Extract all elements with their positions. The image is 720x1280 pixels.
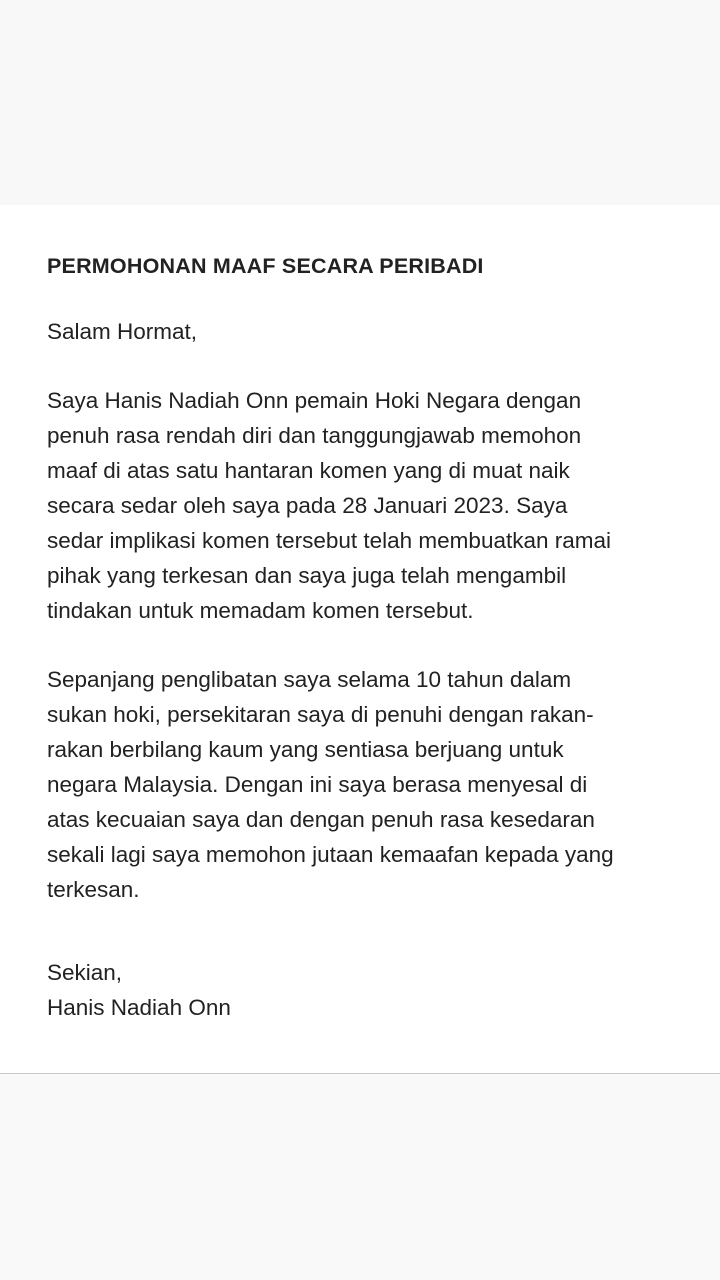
letter-page bbox=[0, 205, 720, 1074]
letter-closing: Sekian, bbox=[47, 960, 123, 985]
letter-paragraph-1 bbox=[47, 383, 687, 628]
paragraph-line: penuh rasa rendah diri dan tanggungjawab memohon bbox=[47, 423, 582, 448]
letter-closing-block bbox=[47, 955, 687, 1025]
paragraph-line: secara sedar oleh saya pada 28 Januari 2023. Saya bbox=[47, 493, 568, 518]
paragraph-line: Saya Hanis Nadiah Onn pemain Hoki Negara dengan bbox=[47, 388, 582, 413]
top-background bbox=[0, 0, 720, 205]
letter-greeting: Salam Hormat, bbox=[47, 319, 198, 344]
paragraph-line: sekali lagi saya memohon jutaan kemaafan kepada yang bbox=[47, 842, 614, 867]
paragraph-line: terkesan. bbox=[47, 877, 140, 902]
paragraph-line: maaf di atas satu hantaran komen yang di muat naik bbox=[47, 458, 570, 483]
paragraph-line: rakan berbilang kaum yang sentiasa berjuang untuk bbox=[47, 737, 564, 762]
letter-signature: Hanis Nadiah Onn bbox=[47, 995, 231, 1020]
paragraph-line: pihak yang terkesan dan saya juga telah mengambil bbox=[47, 563, 567, 588]
letter-title: PERMOHONAN MAAF SECARA PERIBADI bbox=[47, 254, 484, 278]
letter-content bbox=[47, 249, 687, 1025]
paragraph-line: tindakan untuk memadam komen tersebut. bbox=[47, 598, 474, 623]
paragraph-line: Sepanjang penglibatan saya selama 10 tahun dalam bbox=[47, 667, 572, 692]
paragraph-line: negara Malaysia. Dengan ini saya berasa menyesal di bbox=[47, 772, 588, 797]
bottom-background bbox=[0, 1074, 720, 1280]
paragraph-line: atas kecuaian saya dan dengan penuh rasa kesedaran bbox=[47, 807, 595, 832]
paragraph-line: sedar implikasi komen tersebut telah membuatkan ramai bbox=[47, 528, 612, 553]
paragraph-line: sukan hoki, persekitaran saya di penuhi dengan rakan- bbox=[47, 702, 594, 727]
letter-paragraph-2 bbox=[47, 662, 687, 907]
